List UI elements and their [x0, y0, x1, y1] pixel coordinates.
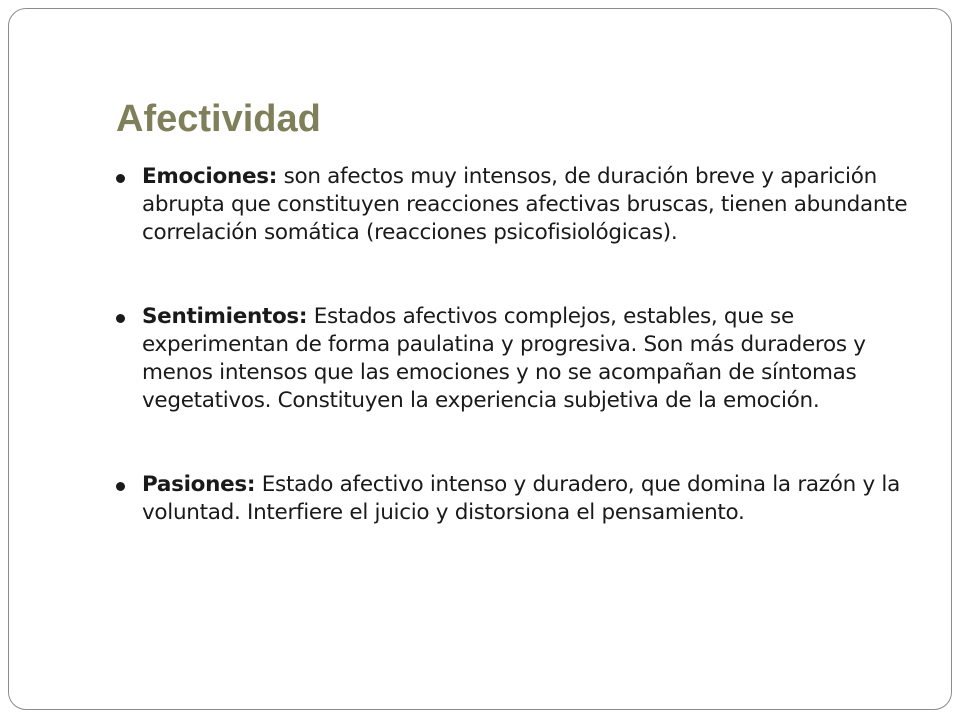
- bullet-list: [112, 163, 927, 527]
- bullet-pasiones: [112, 471, 927, 527]
- bullet-text: Estados afectivos complejos, estables, que se experimentan de forma paulatina y progresiva. Son más duraderos y menos intensos que las emociones y no se acompañan de síntomas vegetativos. Constituyen la experiencia subjetiva de la emoción.: [142, 304, 866, 413]
- bullet-sentimientos: [112, 303, 927, 415]
- bullet-term: Pasiones:: [142, 472, 256, 497]
- bullet-text: son afectos muy intensos, de duración breve y aparición abrupta que constituyen reacciones afectivas bruscas, tienen abundante correlación somática (reacciones psicofisiológicas).: [142, 164, 908, 245]
- bullet-text: Estado afectivo intenso y duradero, que domina la razón y la voluntad. Interfiere el juicio y distorsiona el pensamiento.: [142, 472, 900, 525]
- bullet-term: Emociones:: [142, 164, 278, 189]
- bullet-term: Sentimientos:: [142, 304, 308, 329]
- bullet-dot-icon: [116, 174, 125, 183]
- bullet-dot-icon: [116, 482, 125, 491]
- slide-frame: [8, 8, 952, 710]
- bullet-dot-icon: [116, 314, 125, 323]
- slide-title: Afectividad: [116, 98, 321, 140]
- bullet-emociones: [112, 163, 927, 247]
